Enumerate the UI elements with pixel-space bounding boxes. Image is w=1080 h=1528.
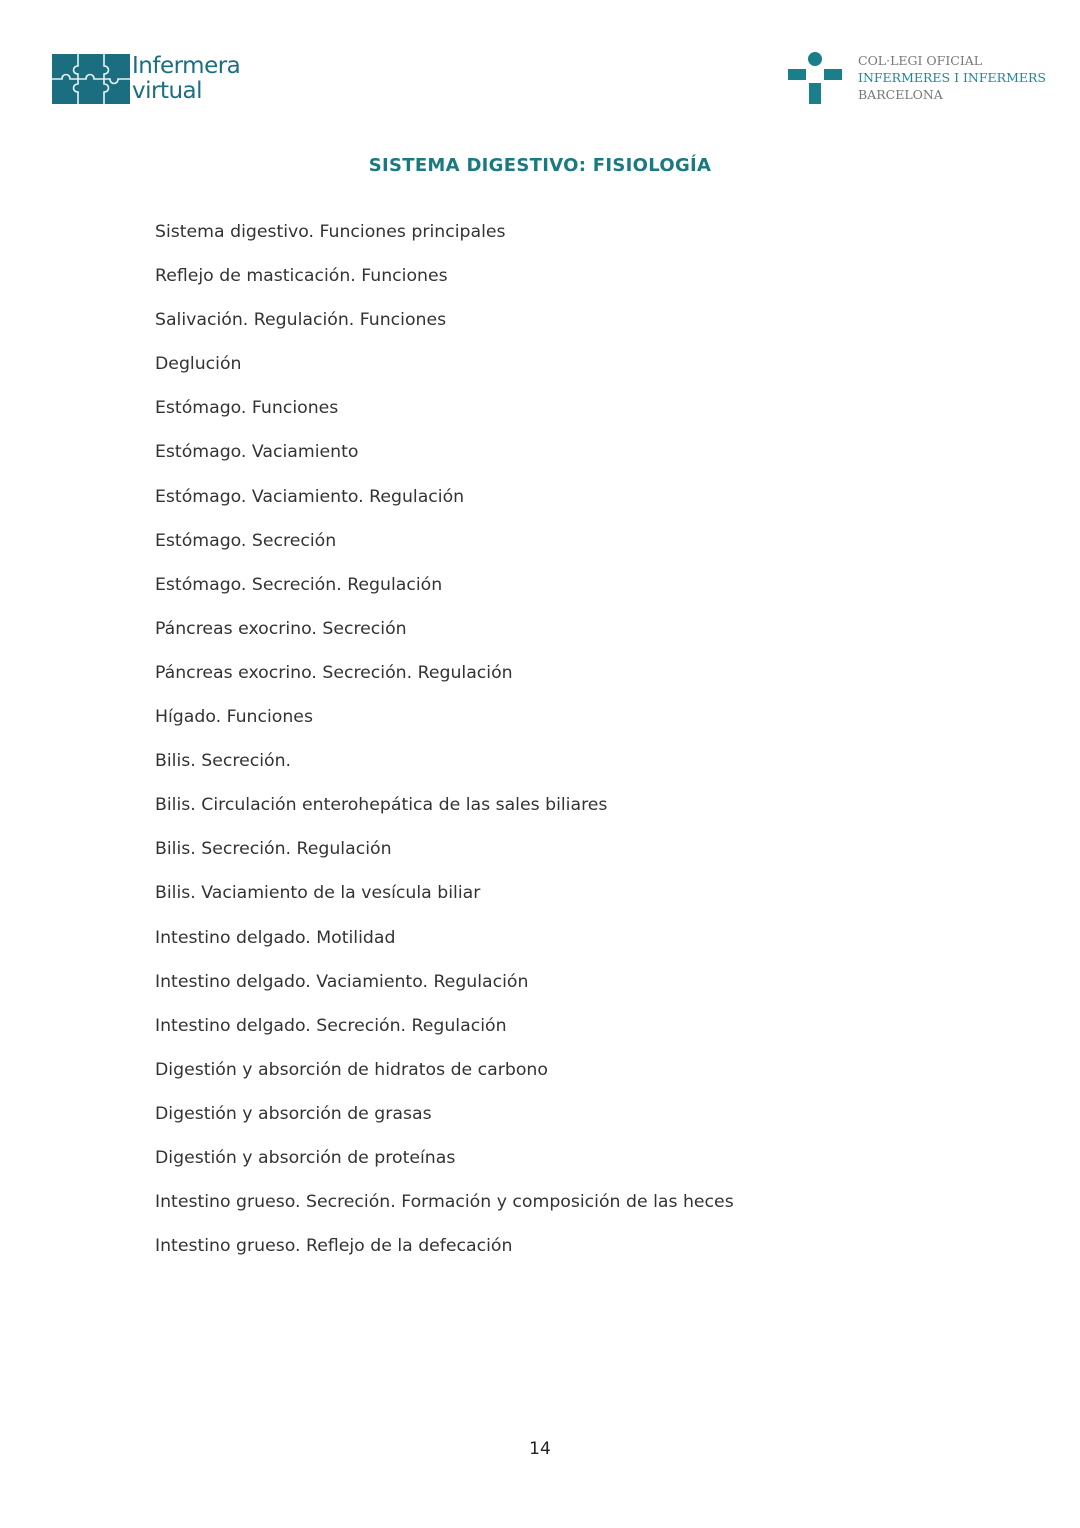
list-item: Deglución <box>155 354 242 375</box>
list-item: Digestión y absorción de proteínas <box>155 1147 456 1168</box>
list-item: Reflejo de masticación. Funciones <box>155 266 448 287</box>
logo-line-2: virtual <box>132 78 203 104</box>
list-item: Digestión y absorción de hidratos de carbono <box>155 1059 548 1080</box>
list-item: Estómago. Secreción <box>155 530 337 551</box>
list-item: Intestino grueso. Reflejo de la defecación <box>155 1236 513 1257</box>
list-item: Estómago. Funciones <box>155 398 339 419</box>
list-item: Bilis. Secreción. Regulación <box>155 839 392 860</box>
infermera-virtual-logo <box>52 54 240 104</box>
list-item: Sistema digestivo. Funciones principales <box>155 222 506 242</box>
puzzle-icon <box>52 54 130 104</box>
topic-list <box>155 220 734 1278</box>
list-item: Hígado. Funciones <box>155 707 313 728</box>
list-item: Bilis. Circulación enterohepática de las sales biliares <box>155 795 608 816</box>
col-legi-logo <box>788 52 1046 104</box>
logo-right-line-1: COL·LEGI OFICIAL <box>858 53 983 68</box>
list-item: Salivación. Regulación. Funciones <box>155 310 447 331</box>
list-item: Páncreas exocrino. Secreción <box>155 618 407 639</box>
list-item: Bilis. Vaciamiento de la vesícula biliar <box>155 883 481 904</box>
list-item: Digestión y absorción de grasas <box>155 1103 432 1124</box>
list-item: Intestino delgado. Vaciamiento. Regulación <box>155 971 529 992</box>
list-item: Intestino grueso. Secreción. Formación y composición de las heces <box>155 1192 734 1213</box>
logo-right-line-2: INFERMERES I INFERMERS <box>858 70 1046 85</box>
logo-right-line-3: BARCELONA <box>858 87 943 102</box>
list-item: Estómago. Vaciamiento. Regulación <box>155 486 465 507</box>
list-item: Páncreas exocrino. Secreción. Regulación <box>155 662 513 683</box>
list-item: Intestino delgado. Secreción. Regulación <box>155 1015 507 1036</box>
logo-line-1: Infermera <box>132 53 241 79</box>
list-item: Estómago. Secreción. Regulación <box>155 574 443 595</box>
list-item: Intestino delgado. Motilidad <box>155 927 396 948</box>
list-item: Bilis. Secreción. <box>155 751 292 772</box>
page-number: 14 <box>529 1439 551 1459</box>
cross-icon <box>788 52 842 104</box>
list-item: Estómago. Vaciamiento <box>155 442 359 463</box>
page-title: SISTEMA DIGESTIVO: FISIOLOGÍA <box>368 155 712 176</box>
